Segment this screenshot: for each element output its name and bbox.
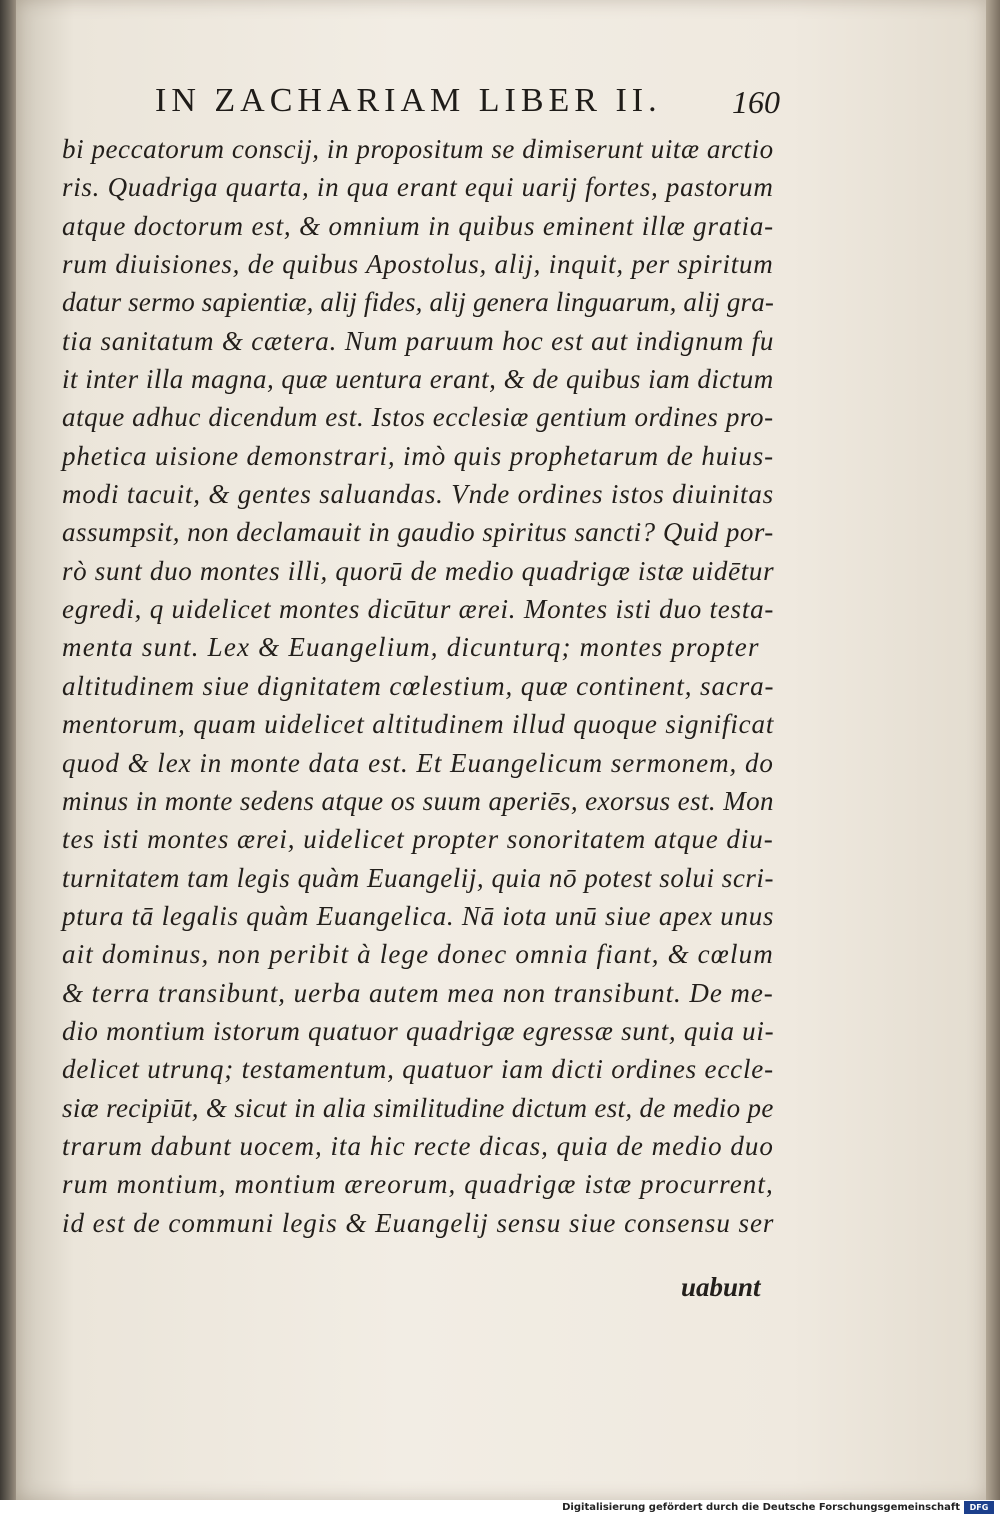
text-line: id est de communi legis & Euangelij sensu siue consensu ser: [62, 1207, 775, 1238]
text-line: rum montium, montium æreorum, quadrigæ istæ procurrent,: [62, 1169, 774, 1200]
text-line: assumpsit, non declamauit in gaudio spiritus sancti? Quid por-: [62, 517, 774, 548]
text-line: tes isti montes ærei, uidelicet propter sonoritatem atque diu-: [62, 824, 774, 855]
text-line: altitudinem siue dignitatem cœlestium, quæ continent, sacra-: [62, 670, 775, 701]
text-line: ait dominus, non peribit à lege donec omnia fiant, & cœlum: [62, 939, 774, 970]
text-line: minus in monte sedens atque os suum aperiēs, exorsus est. Mon: [62, 785, 774, 816]
text-line: menta sunt. Lex & Euangelium, dicunturq; montes propter: [62, 632, 760, 663]
text-line: trarum dabunt uocem, ita hic recte dicas, quia de medio duo: [62, 1130, 774, 1161]
text-line: egredi, q uidelicet montes dicūtur ærei. Montes isti duo testa-: [62, 594, 775, 625]
text-line: datur sermo sapientiæ, alij fides, alij genera linguarum, alij gra-: [62, 287, 774, 318]
text-line: bi peccatorum conscij, in propositum se dimiserunt uitæ arctio: [62, 134, 774, 164]
text-line: quod & lex in monte data est. Et Euangelicum sermonem, do: [62, 747, 774, 778]
text-line: rum diuisiones, de quibus Apostolus, alij, inquit, per spiritum: [62, 249, 774, 280]
text-block: [62, 130, 774, 1242]
dfg-logo: DFG: [964, 1501, 994, 1514]
text-line: tia sanitatum & cætera. Num paruum hoc est aut indignum fu: [62, 325, 775, 356]
text-line: modi tacuit, & gentes saluandas. Vnde ordines istos diuinitas: [62, 479, 775, 510]
text-line: dio montium istorum quatuor quadrigæ egressæ sunt, quia ui-: [62, 1015, 775, 1046]
book-spine: [0, 0, 16, 1500]
text-line: mentorum, quam uidelicet altitudinem illud quoque significat: [62, 709, 775, 740]
running-head: IN ZACHARIAM LIBER II.: [155, 82, 662, 119]
text-line: turnitatem tam legis quàm Euangelij, quia nō potest solui scri-: [62, 862, 774, 893]
text-line: & terra transibunt, uerba autem mea non transibunt. De me-: [62, 977, 774, 1008]
page-edge: [986, 0, 1000, 1500]
text-line: siæ recipiūt, & sicut in alia similitudine dictum est, de medio pe: [62, 1092, 774, 1123]
text-line: it inter illa magna, quæ uentura erant, & de quibus iam dictum: [62, 364, 774, 395]
text-line: atque doctorum est, & omnium in quibus eminent illæ gratia-: [62, 210, 774, 241]
footer: [0, 1500, 1000, 1516]
text-line: ptura tā legalis quàm Euangelica. Nā iota unū siue apex unus: [62, 900, 775, 931]
text-line: delicet utrunq; testamentum, quatuor iam dicti ordines eccle-: [62, 1054, 774, 1085]
text-line: rò sunt duo montes illi, quorū de medio quadrigæ istæ uidētur: [62, 555, 775, 586]
text-line: atque adhuc dicendum est. Istos ecclesiæ gentium ordines pro-: [62, 402, 774, 433]
page-number: 160: [732, 84, 780, 120]
funding-credit: Digitalisierung gefördert durch die Deutsche Forschungsgemeinschaft: [562, 1502, 960, 1513]
catchword: uabunt: [681, 1272, 761, 1302]
text-line: ris. Quadriga quarta, in qua erant equi uarij fortes, pastorum: [62, 172, 774, 203]
text-line: phetica uisione demonstrari, imò quis prophetarum de huius-: [62, 440, 774, 471]
